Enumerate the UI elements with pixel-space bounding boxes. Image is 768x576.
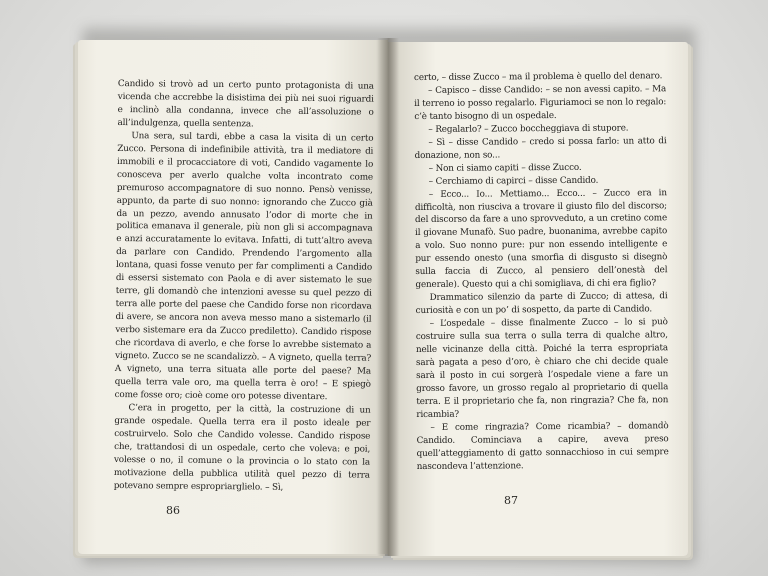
left-page [78,40,388,554]
right-page-text [414,70,669,473]
left-paragraph-1: Candido si trovò ad un certo punto protagonista di una vicenda che accrebbe la disistima dei più nei suoi riguardi e inclinò alla condanna, invece che all’assoluzione o all’indulgenza, quella sentenza. [117,78,374,130]
right-paragraph-1: certo, – disse Zucco – ma il problema è quello del denaro. [414,71,663,83]
right-page [388,42,688,556]
left-paragraph-3: C’era in progetto, per la città, la costruzione di un grande ospedale. Quella terra era il posto ideale per costruirvelo. Solo che Candido volesse. Candido rispose che, trattandosi di un ospedale, certo che voleva: e poi, volesse o no, il comune o la provincia o lo stato con la motivazione della pubblica utilità quel pezzo di terra potevano sempre espropriarglielo. – Sì, [113,402,371,493]
right-paragraph-6: – Cerchiamo di capirci – disse Candido. [428,175,599,187]
right-paragraph-2: – Capisco – disse Candido: – se non avessi capito. – Ma il terreno io posso regalarlo. Figuriamoci se non lo regalo: c’è tanto bisogno di un ospedale. [414,84,667,122]
left-paragraph-2: Una sera, sul tardi, ebbe a casa la visita di un certo Zucco. Persona di indefinibile attività, tra il mediatore di immobili e il procacciatore di voti, Candido vagamente lo conosceva per averlo qualche volta incontrato come premuroso accompagnatore di suo nonno. Pensò venisse, appunto, da parte di suo nonno: ignorando che Zucco già da un pezzo, avendo annusato l’odor di morte che in politica emanava il generale, più non gli si accompagnava e anzi accuratamente lo evitava. Infatti, di tutt’altro aveva da parlare con Candido. Prendendo l’argomento alla lontana, quasi fosse venuto per far complimenti a Candido di essersi sistemato con Paola e di aver sistemato le sue terre, gli domandò che intenzioni avesse su quel pezzo di terra alle porte del paese che Candido forse non ricordava di avere, se ancora non aveva messo mano a sistemarlo (il verbo sistemare era da Zucco prediletto). Candido rispose che ricordava di averlo, e che forse lo avrebbe sistemato a vigneto. Zucco se ne scandalizzò. – A vigneto, quella terra? A vigneto, una terra situata alle porte del paese? Ma quella terra vale oro, ma quella terra è oro! – E spiegò come fosse oro; cioè come oro potesse diventare. [114,130,374,403]
left-page-number: 86 [166,504,180,517]
right-paragraph-9: – L’ospedale – disse finalmente Zucco – lo si può costruire sulla sua terra o sulla terra di qualche altro, nelle vicinanze della città. Poiché la terra espropriata sarà pagata a peso d’oro, è chiaro che chi decide quale sarà il posto in cui sorgerà l’ospedale viene a fare un grosso favore, un grosso regalo al proprietario di quella terra. E il proprietario che fa, non ringrazia? Che fa, non ricambia? [415,317,669,420]
right-paragraph-4: – Sì – disse Candido – credo si possa farlo: un atto di donazione, non so... [414,136,667,161]
right-page-number: 87 [504,494,518,507]
right-paragraph-7: – Ecco... Io... Mettiamo... Ecco... – Zucco era in difficoltà, non riusciva a trovare il giusto filo del discorso; del discorso da fare a uno sprovveduto, a un cretino come il giovane Munafò. Suo padre, buonanima, avrebbe capito a volo. Suo nonno pure: pur non essendo intelligente e pur essendo onesto (una smorfia di disgusto si disegnò sulla faccia di Zucco, al pensiero dell’onestà del generale). Questo qui a chi somigliava, di chi era figlio? [414,187,668,291]
right-paragraph-3: – Regalarlo? – Zucco boccheggiava di stupore. [428,123,629,135]
right-paragraph-8: Drammatico silenzio da parte di Zucco; di attesa, di curiosità e con un po’ di sospetto, da parte di Candido. [415,291,668,317]
right-paragraph-10: – E come ringrazia? Come ricambia? – domandò Candido. Cominciava a capire, aveva preso quell’atteggiamento di gatto sonnacchioso in cui sempre nascondeva l’attenzione. [416,420,669,472]
left-page-text [114,78,374,495]
open-book [72,14,694,558]
right-paragraph-5: – Non ci siamo capiti – disse Zucco. [428,162,582,174]
